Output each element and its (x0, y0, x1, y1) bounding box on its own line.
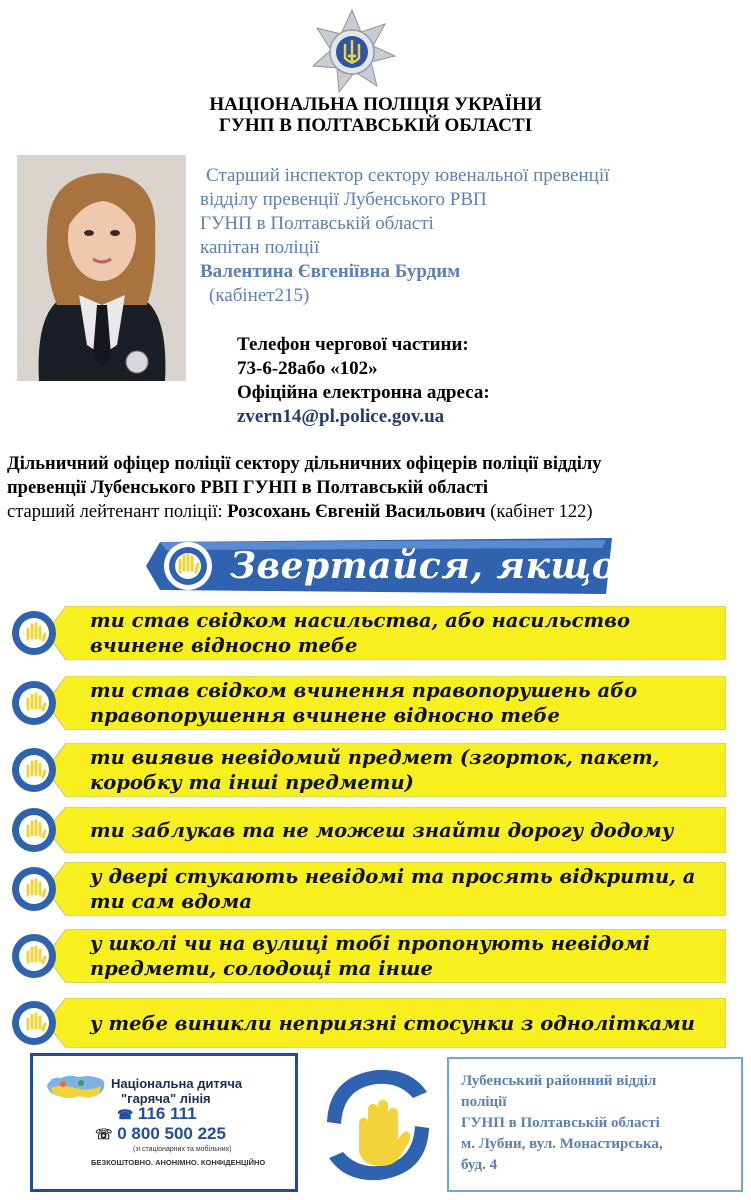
officer-rank: старший лейтенант поліції: (7, 502, 223, 522)
address-line-1: Лубенський районний відділ (461, 1073, 657, 1089)
helping-hand-icon (10, 932, 58, 980)
hotline-title-line-1: Національна дитяча (111, 1076, 243, 1091)
ukraine-map-icon (45, 1072, 107, 1102)
helping-hand-icon (10, 865, 58, 913)
address-line-3: ГУНП в Полтавській області (461, 1115, 660, 1131)
list-item (10, 676, 726, 730)
hotline-long-number-value: 0 800 500 225 (117, 1124, 226, 1143)
helping-hand-icon (10, 609, 58, 657)
police-star-emblem-icon (307, 8, 397, 94)
inspector-office: (кабінет215) (209, 285, 310, 306)
hotline-title (111, 1076, 242, 1106)
contacts-block (237, 333, 490, 429)
phone-value: 73-6-28або «102» (237, 358, 378, 379)
hotline-free-text: БЕЗКОШТОВНО. АНОНІМНО. КОНФІДЕНЦІЙНО (91, 1158, 266, 1167)
phone-icon: ☎ (117, 1107, 134, 1122)
page-title (0, 94, 751, 136)
title-line-1: НАЦІОНАЛЬНА ПОЛІЦІЯ УКРАЇНИ (209, 94, 542, 115)
item-text: ти став свідком насильства, або насильство вчинене відносно тебе (90, 609, 630, 657)
hotline-long-number[interactable] (95, 1124, 226, 1144)
officer-position-line-2: превенції Лубенського РВП ГУНП в Полтавській області (7, 478, 489, 498)
list-item (10, 606, 726, 660)
item-text: ти заблукав та не можеш знайти дорогу додому (90, 818, 674, 842)
item-text: ти став свідком вчинення правопорушень або правопорушення вчинене відносно тебе (90, 679, 638, 727)
email-link[interactable]: zvern14@pl.police.gov.ua (237, 406, 445, 427)
item-text: у тебе виникли неприязні стосунки з однолітками (90, 1011, 695, 1035)
inspector-position-line-3: ГУНП в Полтавській області (200, 213, 434, 234)
officer-position-line-1: Дільничний офіцер поліції сектору дільничних офіцерів поліції відділу (7, 454, 602, 474)
address-card (447, 1057, 743, 1192)
hotline-short-number-value: 116 111 (137, 1104, 197, 1123)
inspector-photo (17, 155, 186, 381)
hotline-note: (зі стаціонарних та мобільних) (133, 1146, 232, 1153)
hotline-short-number[interactable] (117, 1104, 197, 1124)
address-line-5: буд. 4 (461, 1157, 498, 1173)
hotline-title-line-2: "гаряча" лінія (121, 1091, 211, 1106)
inspector-position-line-2: відділу превенції Лубенського РВП (200, 189, 487, 210)
district-officer-info (7, 452, 747, 524)
helping-hand-icon (10, 999, 58, 1047)
item-text: у двері стукають невідомі та просять відкрити, а ти сам вдома (90, 865, 696, 913)
phone-icon: ☏ (95, 1126, 113, 1142)
inspector-info (200, 164, 740, 308)
inspector-position-line-1: Старший інспектор сектору ювенальної превенції (206, 165, 610, 186)
email-label: Офіційна електронна адреса: (237, 382, 490, 403)
address-line-4: м. Лубни, вул. Монастирська, (461, 1136, 663, 1152)
phone-label: Телефон чергової частини: (237, 334, 469, 355)
list-item (10, 862, 726, 916)
item-text: ти виявив невідомий предмет (згорток, пакет, коробку та інші предмети) (90, 746, 660, 794)
inspector-rank: капітан поліції (200, 237, 320, 258)
list-item (10, 929, 726, 983)
helping-hands-icon (315, 1062, 441, 1188)
helping-hand-icon (10, 746, 58, 794)
title-line-2: ГУНП В ПОЛТАВСЬКІЙ ОБЛАСТІ (218, 115, 533, 136)
list-item (10, 807, 726, 853)
list-item (10, 743, 726, 797)
list-item (10, 998, 726, 1048)
helping-hand-icon (10, 806, 58, 854)
address-line-2: поліції (461, 1094, 507, 1110)
item-text: у школі чи на вулиці тобі пропонують невідомі предмети, солодощі та інше (90, 932, 651, 980)
officer-name: Розсохань Євгеній Васильович (227, 502, 486, 522)
helping-hand-icon (10, 679, 58, 727)
inspector-name: Валентина Євгеніївна Бурдим (200, 261, 461, 282)
officer-office: (кабінет 122) (490, 502, 593, 522)
appeal-banner-title: Звертайся, якщо: (230, 545, 631, 587)
officer-rank-line (7, 500, 747, 524)
child-hotline-card (30, 1053, 298, 1192)
